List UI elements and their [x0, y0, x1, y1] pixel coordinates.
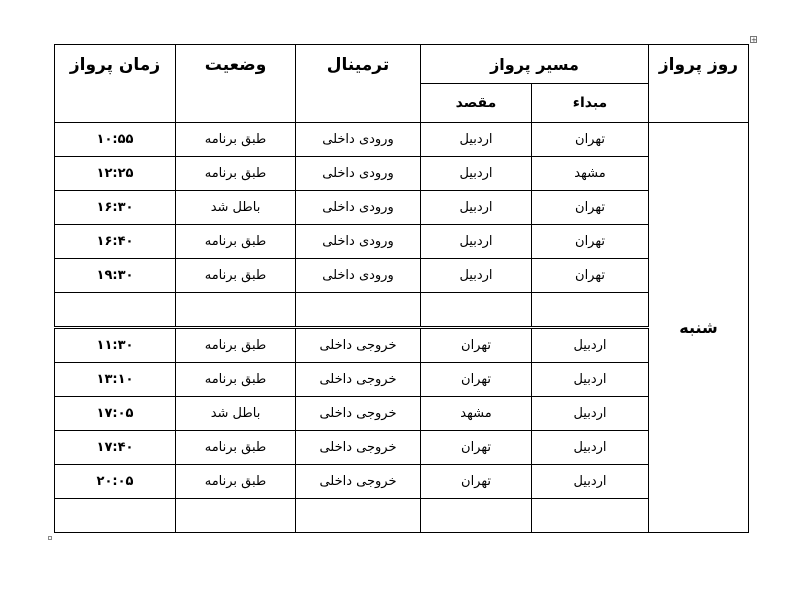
header-route: مسیر پرواز [421, 45, 649, 84]
table-row [55, 123, 749, 157]
table-resize-handle[interactable] [48, 536, 52, 540]
origin-cell: اردبیل [532, 431, 649, 465]
time-cell: ۱۶:۴۰ [55, 225, 176, 259]
header-origin: مبداء [532, 84, 649, 123]
header-time: زمان پرواز [55, 45, 176, 123]
time-cell: ۱۱:۳۰ [55, 328, 176, 363]
header-row [55, 45, 749, 84]
status-cell: طبق برنامه [176, 328, 296, 363]
origin-cell [532, 293, 649, 328]
table-row [55, 225, 749, 259]
table-move-handle[interactable]: + [751, 36, 757, 44]
destination-cell: اردبیل [421, 191, 532, 225]
time-cell: ۱۲:۲۵ [55, 157, 176, 191]
terminal-cell: ورودی داخلی [296, 225, 421, 259]
table-row [55, 157, 749, 191]
table-row [55, 259, 749, 293]
status-cell: باطل شد [176, 397, 296, 431]
terminal-cell: خروجی داخلی [296, 465, 421, 499]
status-cell [176, 499, 296, 533]
table-row [55, 293, 749, 328]
time-cell [55, 293, 176, 328]
time-cell: ۱۷:۰۵ [55, 397, 176, 431]
status-cell: طبق برنامه [176, 123, 296, 157]
terminal-cell: خروجی داخلی [296, 363, 421, 397]
terminal-cell [296, 293, 421, 328]
table-row [55, 397, 749, 431]
status-cell: طبق برنامه [176, 157, 296, 191]
destination-cell: تهران [421, 431, 532, 465]
destination-cell: اردبیل [421, 259, 532, 293]
time-cell: ۱۳:۱۰ [55, 363, 176, 397]
terminal-cell: خروجی داخلی [296, 328, 421, 363]
origin-cell: اردبیل [532, 465, 649, 499]
destination-cell: مشهد [421, 397, 532, 431]
origin-cell: مشهد [532, 157, 649, 191]
destination-cell: اردبیل [421, 225, 532, 259]
time-cell: ۱۶:۳۰ [55, 191, 176, 225]
status-cell: طبق برنامه [176, 259, 296, 293]
origin-cell: تهران [532, 259, 649, 293]
status-cell: طبق برنامه [176, 225, 296, 259]
destination-cell: تهران [421, 465, 532, 499]
origin-cell: تهران [532, 225, 649, 259]
destination-cell: تهران [421, 363, 532, 397]
flight-schedule-table [54, 44, 749, 533]
table-row [55, 328, 749, 363]
status-cell [176, 293, 296, 328]
table-row [55, 431, 749, 465]
table-row [55, 363, 749, 397]
terminal-cell: خروجی داخلی [296, 397, 421, 431]
terminal-cell: ورودی داخلی [296, 123, 421, 157]
terminal-cell: خروجی داخلی [296, 431, 421, 465]
destination-cell: تهران [421, 328, 532, 363]
header-day: روز پرواز [649, 45, 749, 123]
time-cell: ۲۰:۰۵ [55, 465, 176, 499]
status-cell: طبق برنامه [176, 363, 296, 397]
header-status: وضعیت [176, 45, 296, 123]
destination-cell [421, 499, 532, 533]
table-row [55, 191, 749, 225]
destination-cell [421, 293, 532, 328]
table-row [55, 499, 749, 533]
terminal-cell [296, 499, 421, 533]
status-cell: طبق برنامه [176, 431, 296, 465]
status-cell: طبق برنامه [176, 465, 296, 499]
time-cell: ۱۹:۳۰ [55, 259, 176, 293]
origin-cell: اردبیل [532, 363, 649, 397]
status-cell: باطل شد [176, 191, 296, 225]
destination-cell: اردبیل [421, 123, 532, 157]
terminal-cell: ورودی داخلی [296, 157, 421, 191]
day-cell: شنبه [649, 123, 749, 533]
destination-cell: اردبیل [421, 157, 532, 191]
time-cell: ۱۰:۵۵ [55, 123, 176, 157]
header-destination: مقصد [421, 84, 532, 123]
table-row [55, 465, 749, 499]
origin-cell: اردبیل [532, 397, 649, 431]
table-body [55, 123, 749, 533]
origin-cell: تهران [532, 191, 649, 225]
terminal-cell: ورودی داخلی [296, 259, 421, 293]
terminal-cell: ورودی داخلی [296, 191, 421, 225]
origin-cell: اردبیل [532, 328, 649, 363]
header-terminal: ترمینال [296, 45, 421, 123]
time-cell [55, 499, 176, 533]
time-cell: ۱۷:۴۰ [55, 431, 176, 465]
origin-cell: تهران [532, 123, 649, 157]
origin-cell [532, 499, 649, 533]
